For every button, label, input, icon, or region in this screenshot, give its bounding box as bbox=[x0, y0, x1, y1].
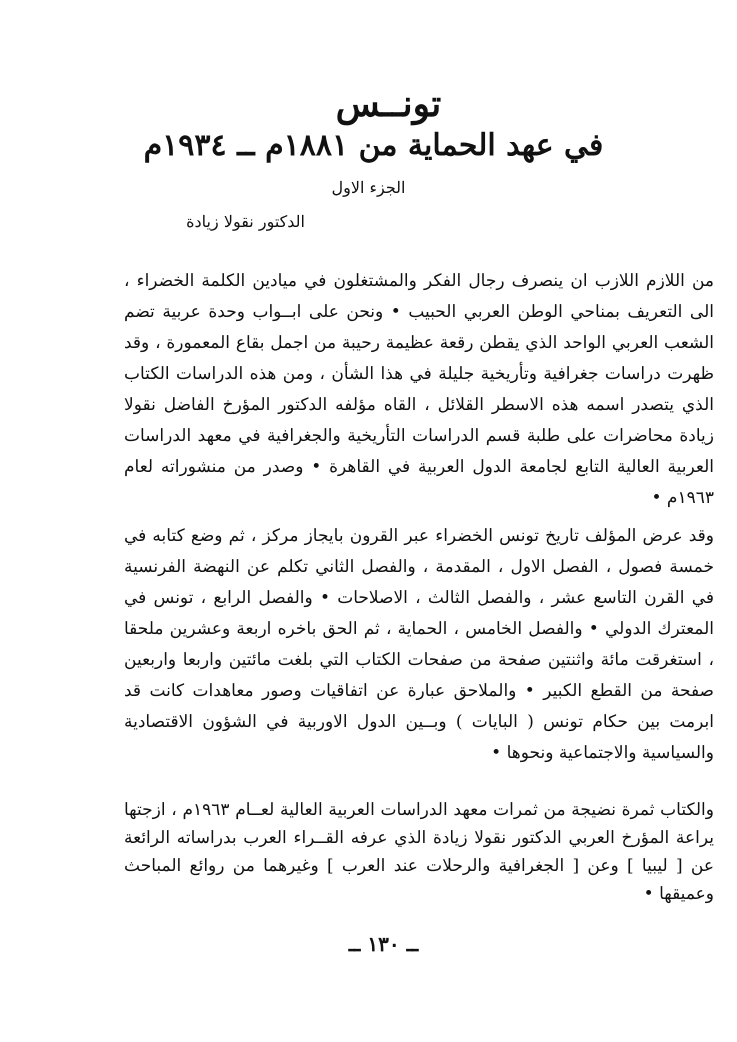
body-paragraph-3: والكتاب ثمرة نضيجة من ثمرات معهد الدراسات العربية العالية لعــام ١٩٦٣م ، ازجتها يراعة المؤرخ العربي الدكتور نقولا زيادة الذي عرفه القــراء العرب بدراساته الرائعة عن [ ليبيا ] وعن [ الجغرافية والرحلات عند العرب ] وغيرهما من روائع المباحث وعميقها • bbox=[124, 800, 714, 904]
author-name: الدكتور نقولا زيادة bbox=[186, 212, 305, 231]
body-paragraph-1: من اللازم اللازب ان ينصرف رجال الفكر والمشتغلون في ميادين الكلمة الخضراء ، الى التعريف بمناحي الوطن العربي الحبيب • ونحن على ابــواب وحدة عربية تضم الشعب العربي الواحد الذي يقطن رقعة عظيمة رحيبة من اجمل بقاع المعمورة ، وقد ظهرت دراسات جغرافية وتأريخية جليلة في هذا الشأن ، ومن هذه الدراسات الكتاب الذي يتصدر اسمه هذه الاسطر القلائل ، القاه مؤلفه الدكتور المؤرخ الفاضل نقولا زيادة محاضرات على طلبة قسم الدراسات التأريخية والجغرافية في معهد الدراسات العربية العالية التابع لجامعة الدول العربية في القاهرة • وصدر من منشوراته لعام ١٩٦٣م • bbox=[124, 271, 714, 508]
part-label: الجزء الاول bbox=[331, 178, 406, 197]
body-paragraph-2: وقد عرض المؤلف تاريخ تونس الخضراء عبر القرون بايجاز مركز ، ثم وضع كتابه في خمسة فصول ، الفصل الاول ، المقدمة ، والفصل الثاني تكلم عن النهضة الفرنسية في القرن التاسع عشر ، والفصل الثالث ، الاصلاحات • والفصل الرابع ، تونس في المعترك الدولي • والفصل الخامس ، الحماية ، ثم الحق باخره اربعة وعشرين ملحقا ، استغرقت مائة واثنتين صفحة من صفحات الكتاب التي بلغت مائتين واربعا واربعين صفحة من القطع الكبير • والملاحق عبارة عن اتفاقيات وصور معاهدات كانت قد ابرمت بين حكام تونس ( البايات ) وبــين الدول الاوربية في الشؤون الاقتصادية والسياسية والاجتماعية ونحوها • bbox=[124, 526, 714, 763]
page-number: ــ ١٣٠ ــ bbox=[348, 932, 419, 956]
page-title: تونــس bbox=[335, 83, 442, 125]
page-subtitle: في عهد الحماية من ١٨٨١م ــ ١٩٣٤م bbox=[143, 128, 604, 163]
